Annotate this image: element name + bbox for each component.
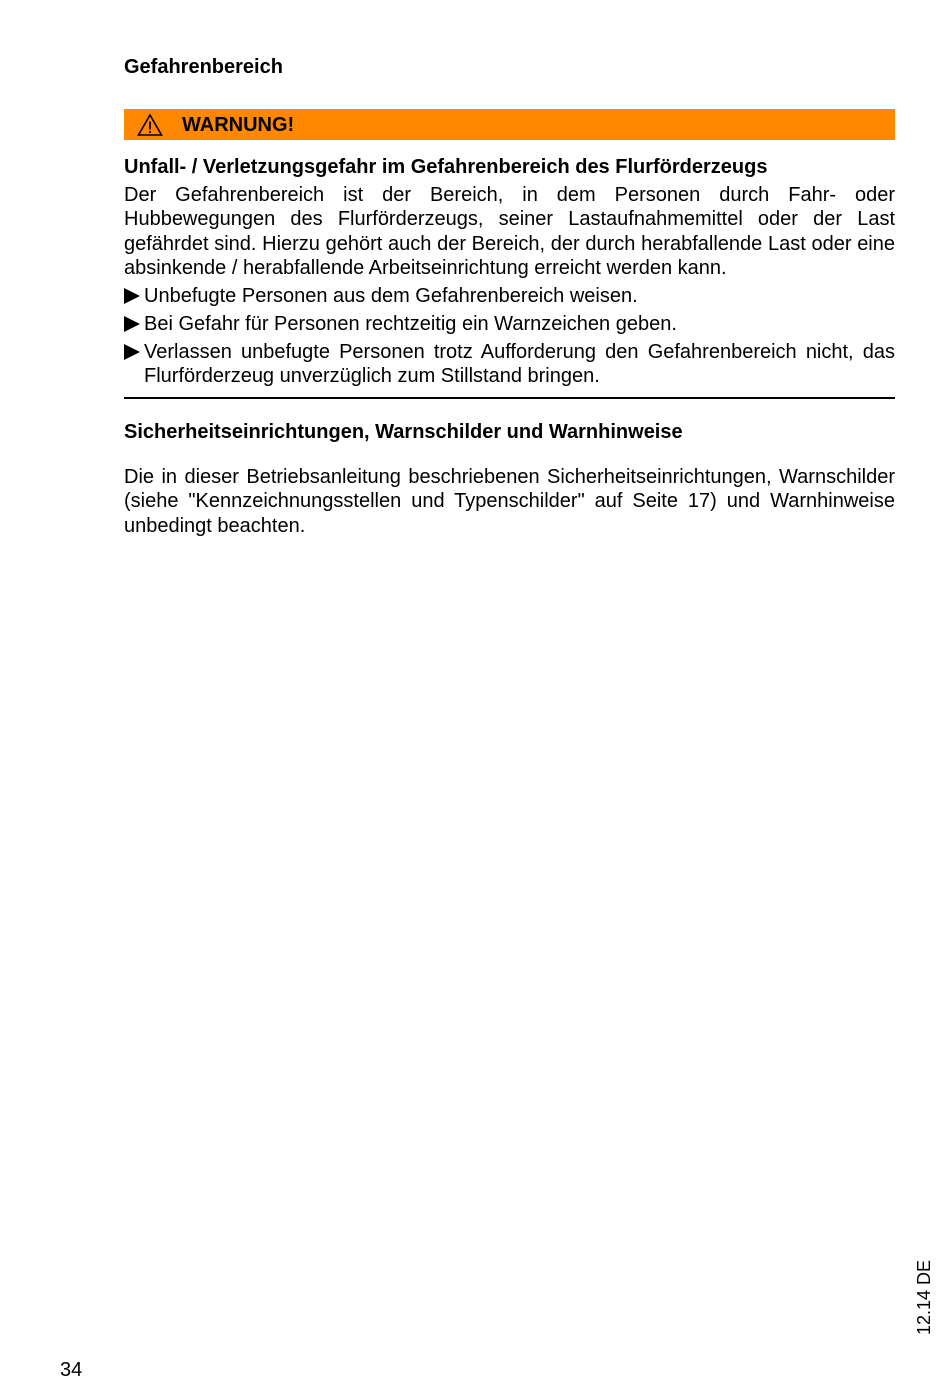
document-version: 12.14 DE [914, 1259, 934, 1335]
section-heading-sicherheitseinrichtungen: Sicherheitseinrichtungen, Warnschilder und Warnhinweise [124, 421, 683, 443]
warning-label: WARNUNG! [182, 113, 295, 136]
arrow-right-icon [124, 316, 140, 332]
instruction-item [124, 340, 895, 389]
instruction-list [124, 284, 895, 392]
arrow-right-icon [124, 344, 140, 360]
warning-description: Der Gefahrenbereich ist der Bereich, in dem Personen durch Fahr- oder Hubbewegungen des Flurförderzeugs, seiner Lastaufnahmemittel oder der Last gefährdet sind. Hierzu gehört auch der Bereich, der durch herabfallende Last oder eine absinkende / herabfallende Arbeitseinrichtung erreicht werden kann. [124, 184, 895, 279]
section-body-text: Die in dieser Betriebsanleitung beschriebenen Sicherheitseinrichtungen, Warnschilder (siehe "Kennzeichnungsstellen und Typenschilder" auf Seite 17) und Warnhinweise unbedingt beachten. [124, 466, 895, 537]
instruction-text: Unbefugte Personen aus dem Gefahrenbereich weisen. [144, 285, 638, 307]
warning-banner [124, 109, 895, 140]
warning-triangle-icon [137, 113, 163, 137]
warning-end-divider [124, 397, 895, 399]
arrow-right-icon [124, 288, 140, 304]
instruction-text: Verlassen unbefugte Personen trotz Aufforderung den Gefahrenbereich nicht, das Flurförderzeug unverzüglich zum Stillstand bringen. [144, 340, 895, 387]
instruction-item [124, 312, 895, 336]
warning-title: Unfall- / Verletzungsgefahr im Gefahrenbereich des Flurförderzeugs [124, 156, 768, 178]
page-number: 34 [60, 1359, 83, 1381]
section-heading-gefahrenbereich: Gefahrenbereich [124, 56, 283, 78]
instruction-text: Bei Gefahr für Personen rechtzeitig ein Warnzeichen geben. [144, 312, 677, 335]
instruction-item [124, 284, 895, 308]
